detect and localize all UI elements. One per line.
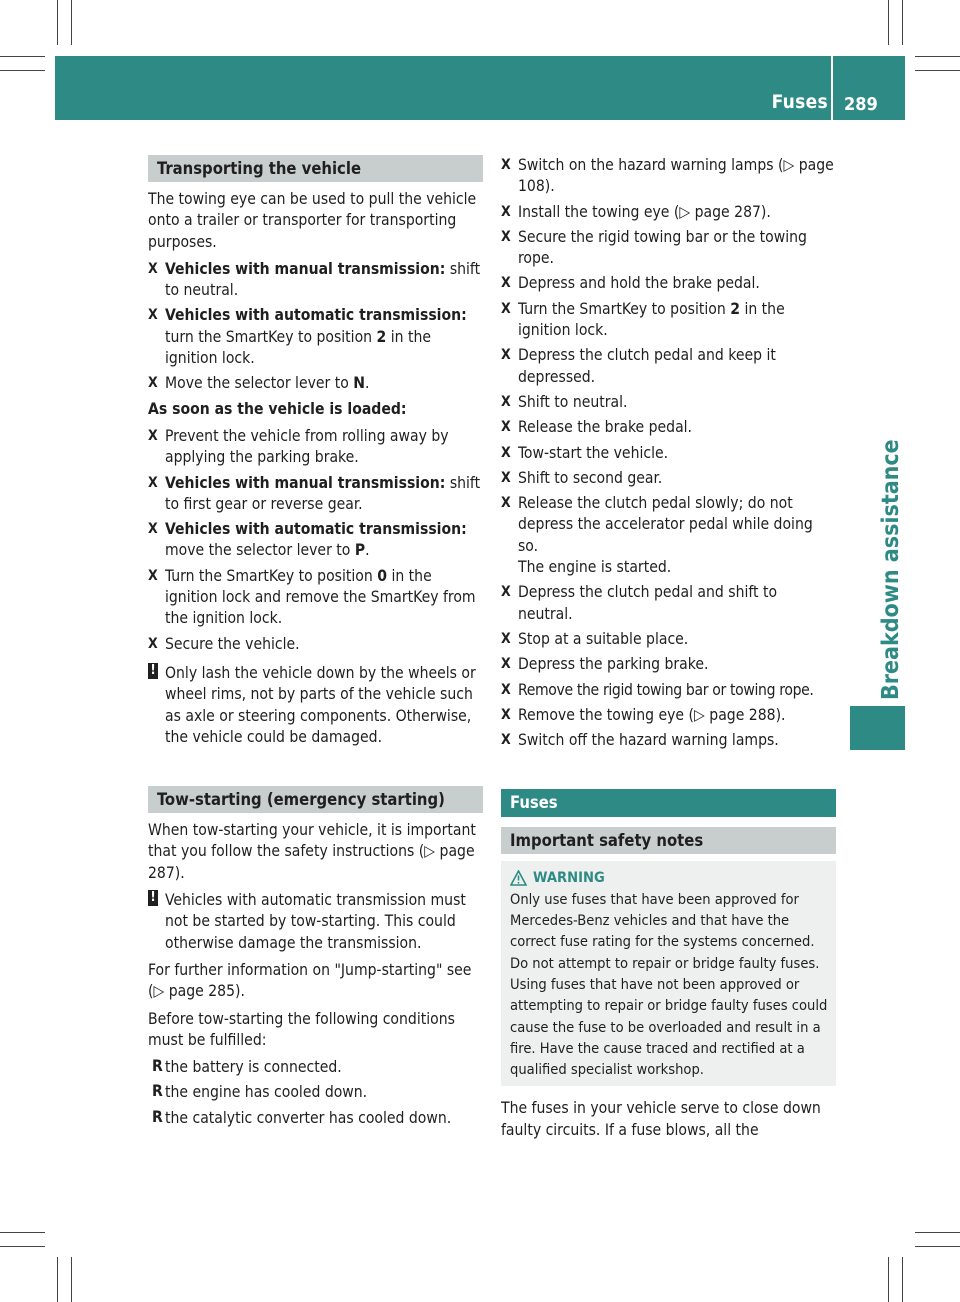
- list-item: R the engine has cooled down.: [152, 1082, 368, 1102]
- step-item: X Depress the parking brake.: [501, 654, 836, 675]
- step-item: X Vehicles with manual transmission: shift to neutral.: [148, 259, 481, 300]
- step-marker-icon: X: [501, 347, 511, 364]
- step-marker-icon: X: [501, 228, 511, 245]
- crop-mark: [915, 56, 960, 57]
- step-item: X Secure the rigid towing bar or the towing rope.: [501, 227, 807, 268]
- page-ref-icon: ▷: [679, 202, 691, 221]
- step-item: X Remove the towing eye (▷ page 288).: [501, 705, 836, 726]
- page-header-title: Fuses: [771, 91, 828, 113]
- step-marker-icon: X: [501, 444, 511, 461]
- step-marker-icon: X: [148, 521, 158, 538]
- warning-header: [510, 867, 828, 888]
- step-item: X Depress the clutch pedal and shift to neutral.: [501, 583, 778, 623]
- step-item: X Stop at a suitable place.: [501, 629, 836, 650]
- crop-mark: [0, 1232, 45, 1233]
- step-item: X Release the brake pedal.: [501, 417, 836, 438]
- step-item: X Prevent the vehicle from rolling away by applying the parking brake.: [148, 426, 449, 467]
- warning-label: WARNING: [533, 869, 605, 887]
- step-item: X Turn the SmartKey to position 2 in the ignition lock.: [501, 299, 785, 340]
- page-number: 289: [844, 94, 878, 115]
- crop-mark: [915, 1232, 960, 1233]
- crop-mark: [0, 56, 45, 57]
- paragraph: The fuses in your vehicle serve to close down faulty circuits. If a fuse blows, all the: [501, 1099, 821, 1139]
- step-item: X Install the towing eye (▷ page 287).: [501, 202, 836, 223]
- page-ref-icon: ▷: [694, 705, 705, 724]
- step-marker-icon: X: [148, 474, 158, 491]
- subheading-loaded: As soon as the vehicle is loaded:: [148, 399, 407, 418]
- bullet-icon: R: [152, 1057, 163, 1076]
- step-marker-icon: X: [501, 203, 511, 220]
- bullet-icon: R: [152, 1082, 163, 1101]
- section-heading-transport: Transporting the vehicle: [148, 155, 483, 182]
- step-item: X Switch off the hazard warning lamps.: [501, 730, 836, 751]
- step-marker-icon: X: [148, 567, 158, 584]
- page-reference[interactable]: page 285: [168, 982, 236, 1001]
- step-item: X Switch on the hazard warning lamps (▷ page 108).: [501, 156, 834, 196]
- step-marker-icon: X: [501, 419, 511, 436]
- paragraph: When tow-starting your vehicle, it is important that you follow the safety instructions (▷ page 287).: [148, 821, 476, 882]
- exclamation-icon: !: [148, 890, 158, 906]
- crop-mark: [57, 1257, 58, 1302]
- step-item: X Vehicles with manual transmission: shift to first gear or reverse gear.: [148, 473, 481, 513]
- step-marker-icon: X: [501, 656, 511, 673]
- step-item: X Tow-start the vehicle.: [501, 443, 836, 464]
- step-marker-icon: X: [501, 469, 511, 486]
- crop-mark: [0, 70, 45, 71]
- step-marker-icon: X: [501, 706, 511, 723]
- step-marker-icon: X: [148, 307, 158, 324]
- crop-mark: [71, 0, 72, 45]
- page-reference[interactable]: page 287: [694, 202, 761, 221]
- step-marker-icon: X: [501, 630, 511, 647]
- section-heading-tow-starting: Tow-starting (emergency starting): [148, 786, 483, 813]
- step-item: X Release the clutch pedal slowly; do not depress the accelerator pedal while doing so. The engine is started.: [501, 494, 813, 577]
- side-tab-label: Breakdown assistance: [878, 439, 904, 700]
- page-ref-icon: ▷: [783, 156, 795, 174]
- step-marker-icon: X: [501, 732, 511, 749]
- step-item: X Depress and hold the brake pedal.: [501, 273, 836, 294]
- left-column: [148, 155, 483, 1133]
- step-item: X Secure the vehicle.: [148, 634, 483, 655]
- page-reference[interactable]: page 108: [518, 156, 834, 196]
- crop-mark: [71, 1257, 72, 1302]
- step-result: The engine is started.: [518, 558, 672, 577]
- step-marker-icon: X: [501, 275, 511, 292]
- step-item: X Remove the rigid towing bar or towing rope.: [501, 680, 836, 701]
- crop-mark: [915, 1246, 960, 1247]
- step-item: X Shift to second gear.: [501, 468, 836, 489]
- right-column: [501, 155, 836, 1147]
- step-marker-icon: X: [501, 157, 511, 173]
- crop-mark: [915, 70, 960, 71]
- paragraph: For further information on "Jump-starting" see (▷ page 285).: [148, 960, 472, 1001]
- page-ref-icon: ▷: [424, 842, 436, 861]
- step-marker-icon: X: [148, 375, 158, 392]
- step-item: X Depress the clutch pedal and keep it depressed.: [501, 346, 776, 386]
- crop-mark: [57, 0, 58, 45]
- bullet-icon: R: [152, 1107, 163, 1126]
- paragraph: The towing eye can be used to pull the vehicle onto a trailer or transporter for transporting purposes.: [148, 190, 477, 251]
- side-tab-marker: [850, 706, 905, 750]
- step-item: X Turn the SmartKey to position 0 in the ignition lock and remove the SmartKey from the ignition lock.: [148, 566, 476, 628]
- step-marker-icon: X: [501, 300, 511, 317]
- warning-text: Only use fuses that have been approved for Mercedes-Benz vehicles and that have the correct fuse rating for the systems concerned. Do not attempt to repair or bridge faulty fuses. Using fuses that have not been approved or attempting to repair or bridge faulty fuses could cause the fuse to be overloaded and result in a fire. Have the cause traced and rectified at a qualified specialist workshop.: [510, 890, 828, 1079]
- exclamation-icon: !: [148, 663, 158, 679]
- step-marker-icon: X: [148, 635, 158, 652]
- step-marker-icon: X: [148, 427, 158, 444]
- step-marker-icon: X: [148, 260, 158, 277]
- step-item: X Vehicles with automatic transmission: turn the SmartKey to position 2 in the ignition lock.: [148, 306, 467, 368]
- step-marker-icon: X: [501, 681, 511, 698]
- crop-mark: [902, 0, 903, 45]
- crop-mark: [888, 1257, 889, 1302]
- step-marker-icon: X: [501, 393, 511, 410]
- step-marker-icon: X: [501, 495, 511, 512]
- step-item: X Vehicles with automatic transmission: move the selector lever to P.: [148, 520, 467, 560]
- section-heading-safety: Important safety notes: [501, 827, 836, 854]
- paragraph: Before tow-starting the following conditions must be fulfilled:: [148, 1009, 455, 1049]
- list-item: R the battery is connected.: [152, 1057, 342, 1077]
- section-heading-fuses: Fuses: [501, 789, 836, 817]
- step-marker-icon: X: [501, 584, 511, 601]
- crop-mark: [902, 1257, 903, 1302]
- step-item: X Move the selector lever to N.: [148, 373, 483, 394]
- note-damage: ! Only lash the vehicle down by the wheels or wheel rims, not by parts of the vehicle such as axle or steering components. Otherwise, the vehicle could be damaged.: [148, 663, 483, 748]
- crop-mark: [888, 0, 889, 45]
- step-item: X Shift to neutral.: [501, 392, 836, 413]
- crop-mark: [0, 1246, 45, 1247]
- page-reference[interactable]: page 287: [148, 842, 475, 882]
- page-ref-icon: ▷: [153, 982, 165, 1001]
- header-separator: [831, 56, 833, 120]
- warning-triangle-icon: [510, 870, 527, 886]
- note-transmission: ! Vehicles with automatic transmission must not be started by tow-starting. This could otherwise damage the transmission.: [148, 890, 483, 954]
- list-item: R the catalytic converter has cooled down.: [152, 1107, 452, 1127]
- page-reference[interactable]: page 288: [709, 705, 776, 724]
- warning-box: [501, 861, 836, 1086]
